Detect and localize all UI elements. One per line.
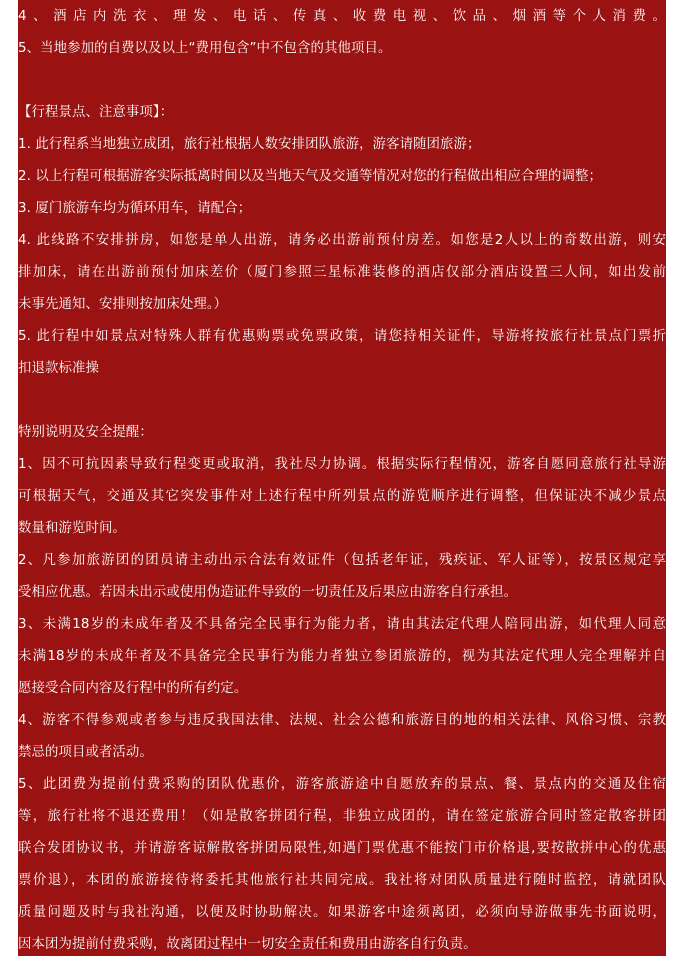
- section-heading-special-notes: 特别说明及安全提醒：: [18, 425, 153, 440]
- text-line: 排加床，请在出游前预付加床差价（厦门参照三星标准装修的酒店仅部分酒店设置三人间，如出发前: [18, 265, 666, 280]
- text-line: 因本团为提前付费采购，故离团过程中一切安全责任和费用由游客自行负责。: [18, 937, 477, 952]
- text-line: 扣退款标准操: [18, 361, 99, 376]
- text-line: 2. 以上行程可根据游客实际抵离时间以及当地天气及交通等情况对您的行程做出相应合理的调整；: [18, 169, 602, 184]
- text-line: 5、当地参加的自费以及以上“费用包含”中不包含的其他项目。: [18, 41, 392, 56]
- section-heading-itinerary-notes: 【行程景点、注意事项】：: [18, 105, 174, 120]
- text-line: 愿接受合同内容及行程中的所有约定。: [18, 681, 248, 696]
- blank-line: [18, 385, 666, 417]
- text-line: 未事先通知、安排则按加床处理。）: [18, 297, 228, 312]
- text-line: 质量问题及时与我社沟通，以便及时协助解决。如果游客中途须离团，必须向导游做事先书面说明，: [18, 905, 666, 920]
- text-line: 等，旅行社将不退还费用！（如是散客拼团行程，非独立成团的，请在签定旅游合同时签定散客拼团: [18, 809, 666, 824]
- text-line: 5、此团费为提前付费采购的团队优惠价，游客旅游途中自愿放弃的景点、餐、景点内的交通及住宿: [18, 777, 666, 792]
- text-line: 数量和游览时间。: [18, 521, 126, 536]
- text-line: 票价退），本团的旅游接待将委托其他旅行社共同完成。我社将对团队质量进行随时监控，请就团队: [18, 873, 666, 888]
- text-line: 1. 此行程系当地独立成团，旅行社根据人数安排团队旅游，游客请随团旅游；: [18, 137, 481, 152]
- text-line: 受相应优惠。若因未出示或使用伪造证件导致的一切责任及后果应由游客自行承担。: [18, 585, 518, 600]
- text-line: 禁忌的项目或者活动。: [18, 745, 153, 760]
- text-line: 4、酒店内洗衣、理发、电话、传真、收费电视、饮品、烟酒等个人消费。: [18, 9, 666, 24]
- text-line: 2、凡参加旅游团的团员请主动出示合法有效证件（包括老年证，残疾证、军人证等），按景区规定享: [18, 553, 666, 568]
- scrollbar-thumb[interactable]: [671, 0, 677, 956]
- document-panel: [18, 0, 666, 956]
- text-line: 可根据天气，交通及其它突发事件对上述行程中所列景点的游览顺序进行调整，但保证决不减少景点: [18, 489, 666, 504]
- text-line: 5. 此行程中如景点对特殊人群有优惠购票或免票政策，请您持相关证件，导游将按旅行社景点门票折: [18, 329, 666, 344]
- text-line: 未满18岁的未成年者及不具备完全民事行为能力者独立参团旅游的，视为其法定代理人完全理解并自: [18, 649, 666, 664]
- scrollbar[interactable]: [668, 0, 680, 956]
- blank-line: [18, 65, 666, 97]
- text-line: 3、未满18岁的未成年者及不具备完全民事行为能力者，请由其法定代理人陪同出游，如代理人同意: [18, 617, 666, 632]
- text-line: 4、游客不得参观或者参与违反我国法律、法规、社会公德和旅游目的地的相关法律、风俗习惯、宗教: [18, 713, 666, 728]
- text-line: 联合发团协议书，并请游客谅解散客拼团局限性,如遇门票优惠不能按门市价格退,要按散拼中心的优惠: [18, 841, 666, 856]
- text-line: 1、因不可抗因素导致行程变更或取消，我社尽力协调。根据实际行程情况，游客自愿同意旅行社导游: [18, 457, 666, 472]
- text-line: 3. 厦门旅游车均为循环用车，请配合；: [18, 201, 252, 216]
- text-line: 4. 此线路不安排拼房，如您是单人出游，请务必出游前预付房差。如您是2人以上的奇数出游，则安: [18, 233, 666, 248]
